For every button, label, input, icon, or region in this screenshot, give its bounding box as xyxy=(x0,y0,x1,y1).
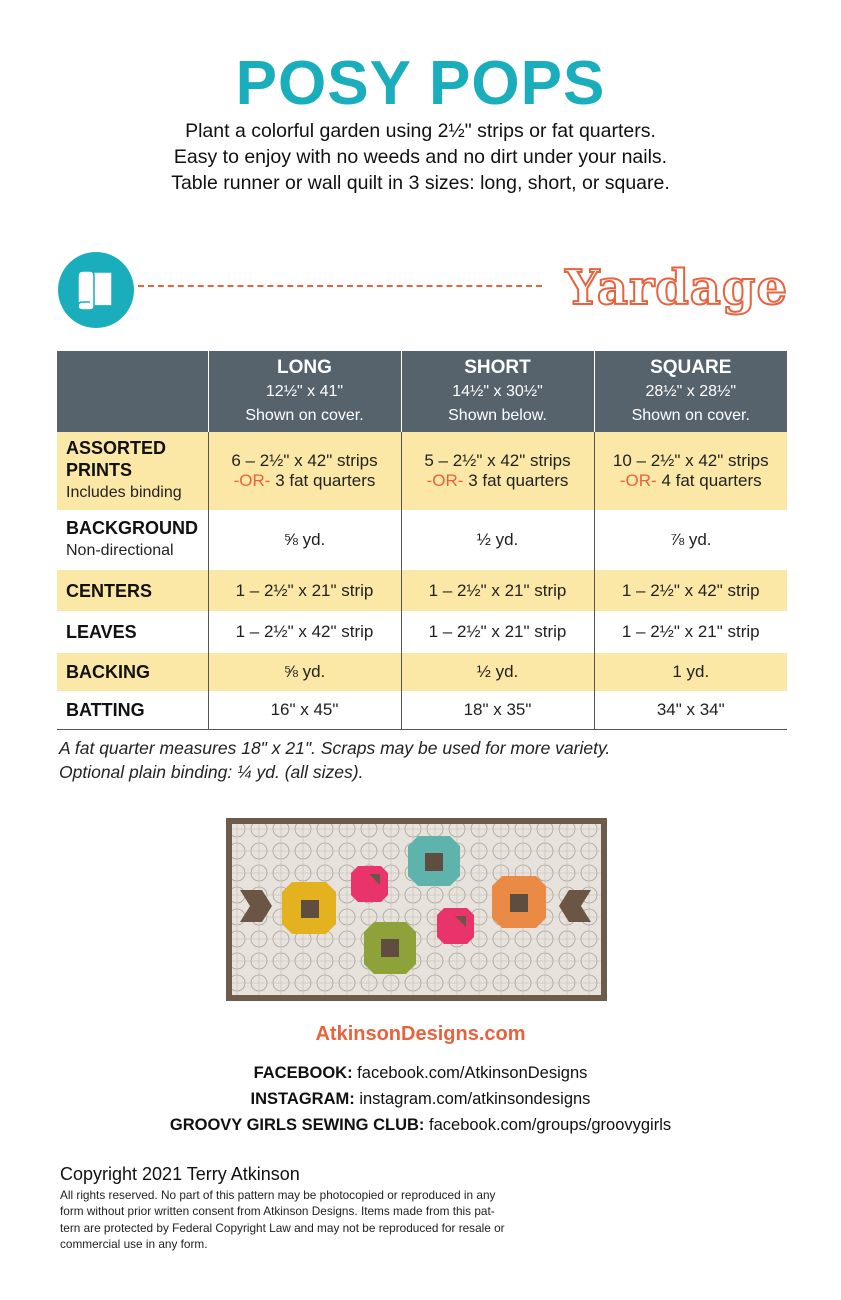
row-label-main: BATTING xyxy=(66,699,145,720)
instagram-line xyxy=(0,1086,841,1112)
table-cell: 1 – 2½" x 21" strip xyxy=(401,570,594,611)
yardage-table xyxy=(57,351,787,730)
table-row xyxy=(57,510,787,570)
table-cell: ⅞ yd. xyxy=(594,510,787,570)
table-cell: 1 – 2½" x 21" strip xyxy=(208,570,401,611)
column-note: Shown below. xyxy=(448,406,547,424)
column-name: SQUARE xyxy=(650,356,732,378)
cell-text: 3 fat quarters xyxy=(463,471,569,490)
intro-line: Table runner or wall quilt in 3 sizes: long, short, or square. xyxy=(171,172,670,194)
table-row xyxy=(57,432,787,510)
row-label-main: CENTERS xyxy=(66,580,153,601)
social-links xyxy=(0,1060,841,1138)
copyright-line: All rights reserved. No part of this pattern may be photocopied or reproduced in any xyxy=(60,1188,496,1202)
intro-text xyxy=(0,118,841,196)
table-cell: 18" x 35" xyxy=(401,691,594,729)
cell-line: 5 – 2½" x 42" strips xyxy=(424,451,571,470)
row-label-sub: Includes binding xyxy=(66,484,182,501)
fabric-roll-icon xyxy=(58,252,134,328)
copyright-title: Copyright 2021 Terry Atkinson xyxy=(60,1164,300,1184)
club-line xyxy=(0,1112,841,1138)
header-blank-cell xyxy=(57,351,208,432)
column-size: 14½" x 30½" xyxy=(452,382,543,400)
row-label-main: BACKING xyxy=(66,662,150,682)
row-label xyxy=(57,432,208,510)
table-cell: ½ yd. xyxy=(401,510,594,570)
table-header-row xyxy=(57,351,787,432)
or-text: -OR- xyxy=(619,471,657,490)
note-line: Optional plain binding: ¼ yd. (all sizes). xyxy=(59,762,364,782)
notes xyxy=(59,736,779,784)
page-title: POSY POPS xyxy=(235,49,606,118)
row-label xyxy=(57,653,208,691)
club-link[interactable]: facebook.com/groups/groovygirls xyxy=(424,1116,672,1134)
table-cell: ½ yd. xyxy=(401,653,594,691)
instagram-link[interactable]: instagram.com/atkinsondesigns xyxy=(354,1090,591,1108)
copyright-body xyxy=(60,1187,580,1252)
column-size: 28½" x 28½" xyxy=(645,382,737,400)
column-note: Shown on cover. xyxy=(245,406,364,424)
row-label xyxy=(57,510,208,570)
table-cell: 1 – 2½" x 42" strip xyxy=(208,611,401,653)
cell-line xyxy=(595,471,788,491)
yardage-section-header xyxy=(58,252,788,326)
column-header-long xyxy=(208,351,401,432)
website-link[interactable]: AtkinsonDesigns.com xyxy=(315,1023,526,1045)
row-label xyxy=(57,570,208,611)
table-cell: ⅝ yd. xyxy=(208,510,401,570)
table-row xyxy=(57,611,787,653)
copyright-line: commercial use in any form. xyxy=(60,1236,208,1251)
table-cell: 1 – 2½" x 42" strip xyxy=(594,570,787,611)
facebook-line xyxy=(0,1060,841,1086)
dashed-divider xyxy=(138,285,542,287)
cell-line: 10 – 2½" x 42" strips xyxy=(612,451,769,470)
cell-line xyxy=(209,471,401,491)
table-row xyxy=(57,653,787,691)
or-text: -OR- xyxy=(233,471,271,490)
section-heading: Yardage xyxy=(565,260,788,316)
intro-line: Easy to enjoy with no weeds and no dirt under your nails. xyxy=(173,146,668,168)
facebook-label: FACEBOOK: xyxy=(253,1064,353,1082)
facebook-link[interactable]: facebook.com/AtkinsonDesigns xyxy=(352,1064,588,1082)
cell-text: 4 fat quarters xyxy=(656,471,762,490)
table-cell xyxy=(208,432,401,510)
row-label xyxy=(57,691,208,729)
quilt-photo xyxy=(226,818,607,1001)
table-cell: 1 yd. xyxy=(594,653,787,691)
table-row xyxy=(57,691,787,729)
row-label xyxy=(57,611,208,653)
column-header-square xyxy=(594,351,787,432)
row-label-main: ASSORTED PRINTS xyxy=(66,438,167,480)
cell-line: 6 – 2½" x 42" strips xyxy=(231,451,378,470)
row-label-main: BACKGROUND xyxy=(66,518,198,538)
column-size: 12½" x 41" xyxy=(265,382,344,400)
intro-line: Plant a colorful garden using 2½" strips or fat quarters. xyxy=(185,120,656,142)
cell-text: 3 fat quarters xyxy=(270,471,376,490)
table-cell: 1 – 2½" x 21" strip xyxy=(594,611,787,653)
table-cell: 1 – 2½" x 21" strip xyxy=(401,611,594,653)
copyright-line: form without prior written consent from Atkinson Designs. Items made from this pat- xyxy=(60,1204,495,1219)
column-note: Shown on cover. xyxy=(631,406,750,424)
column-header-short xyxy=(401,351,594,432)
instagram-label: INSTAGRAM: xyxy=(250,1090,355,1108)
or-text: -OR- xyxy=(426,471,464,490)
table-cell: 34" x 34" xyxy=(594,691,787,729)
cell-line xyxy=(402,471,594,491)
row-label-main: LEAVES xyxy=(66,622,137,642)
copyright-line: tern are protected by Federal Copyright Law and may not be reproduced for resale or xyxy=(60,1220,505,1235)
column-name: SHORT xyxy=(464,356,531,378)
table-cell: 16" x 45" xyxy=(208,691,401,729)
table-row xyxy=(57,570,787,611)
row-label-sub: Non-directional xyxy=(66,542,174,559)
club-label: GROOVY GIRLS SEWING CLUB: xyxy=(169,1116,425,1134)
table-cell xyxy=(401,432,594,510)
table-cell: ⅝ yd. xyxy=(208,653,401,691)
table-cell xyxy=(594,432,787,510)
column-name: LONG xyxy=(277,356,332,378)
note-line: A fat quarter measures 18" x 21". Scraps may be used for more variety. xyxy=(59,738,611,758)
